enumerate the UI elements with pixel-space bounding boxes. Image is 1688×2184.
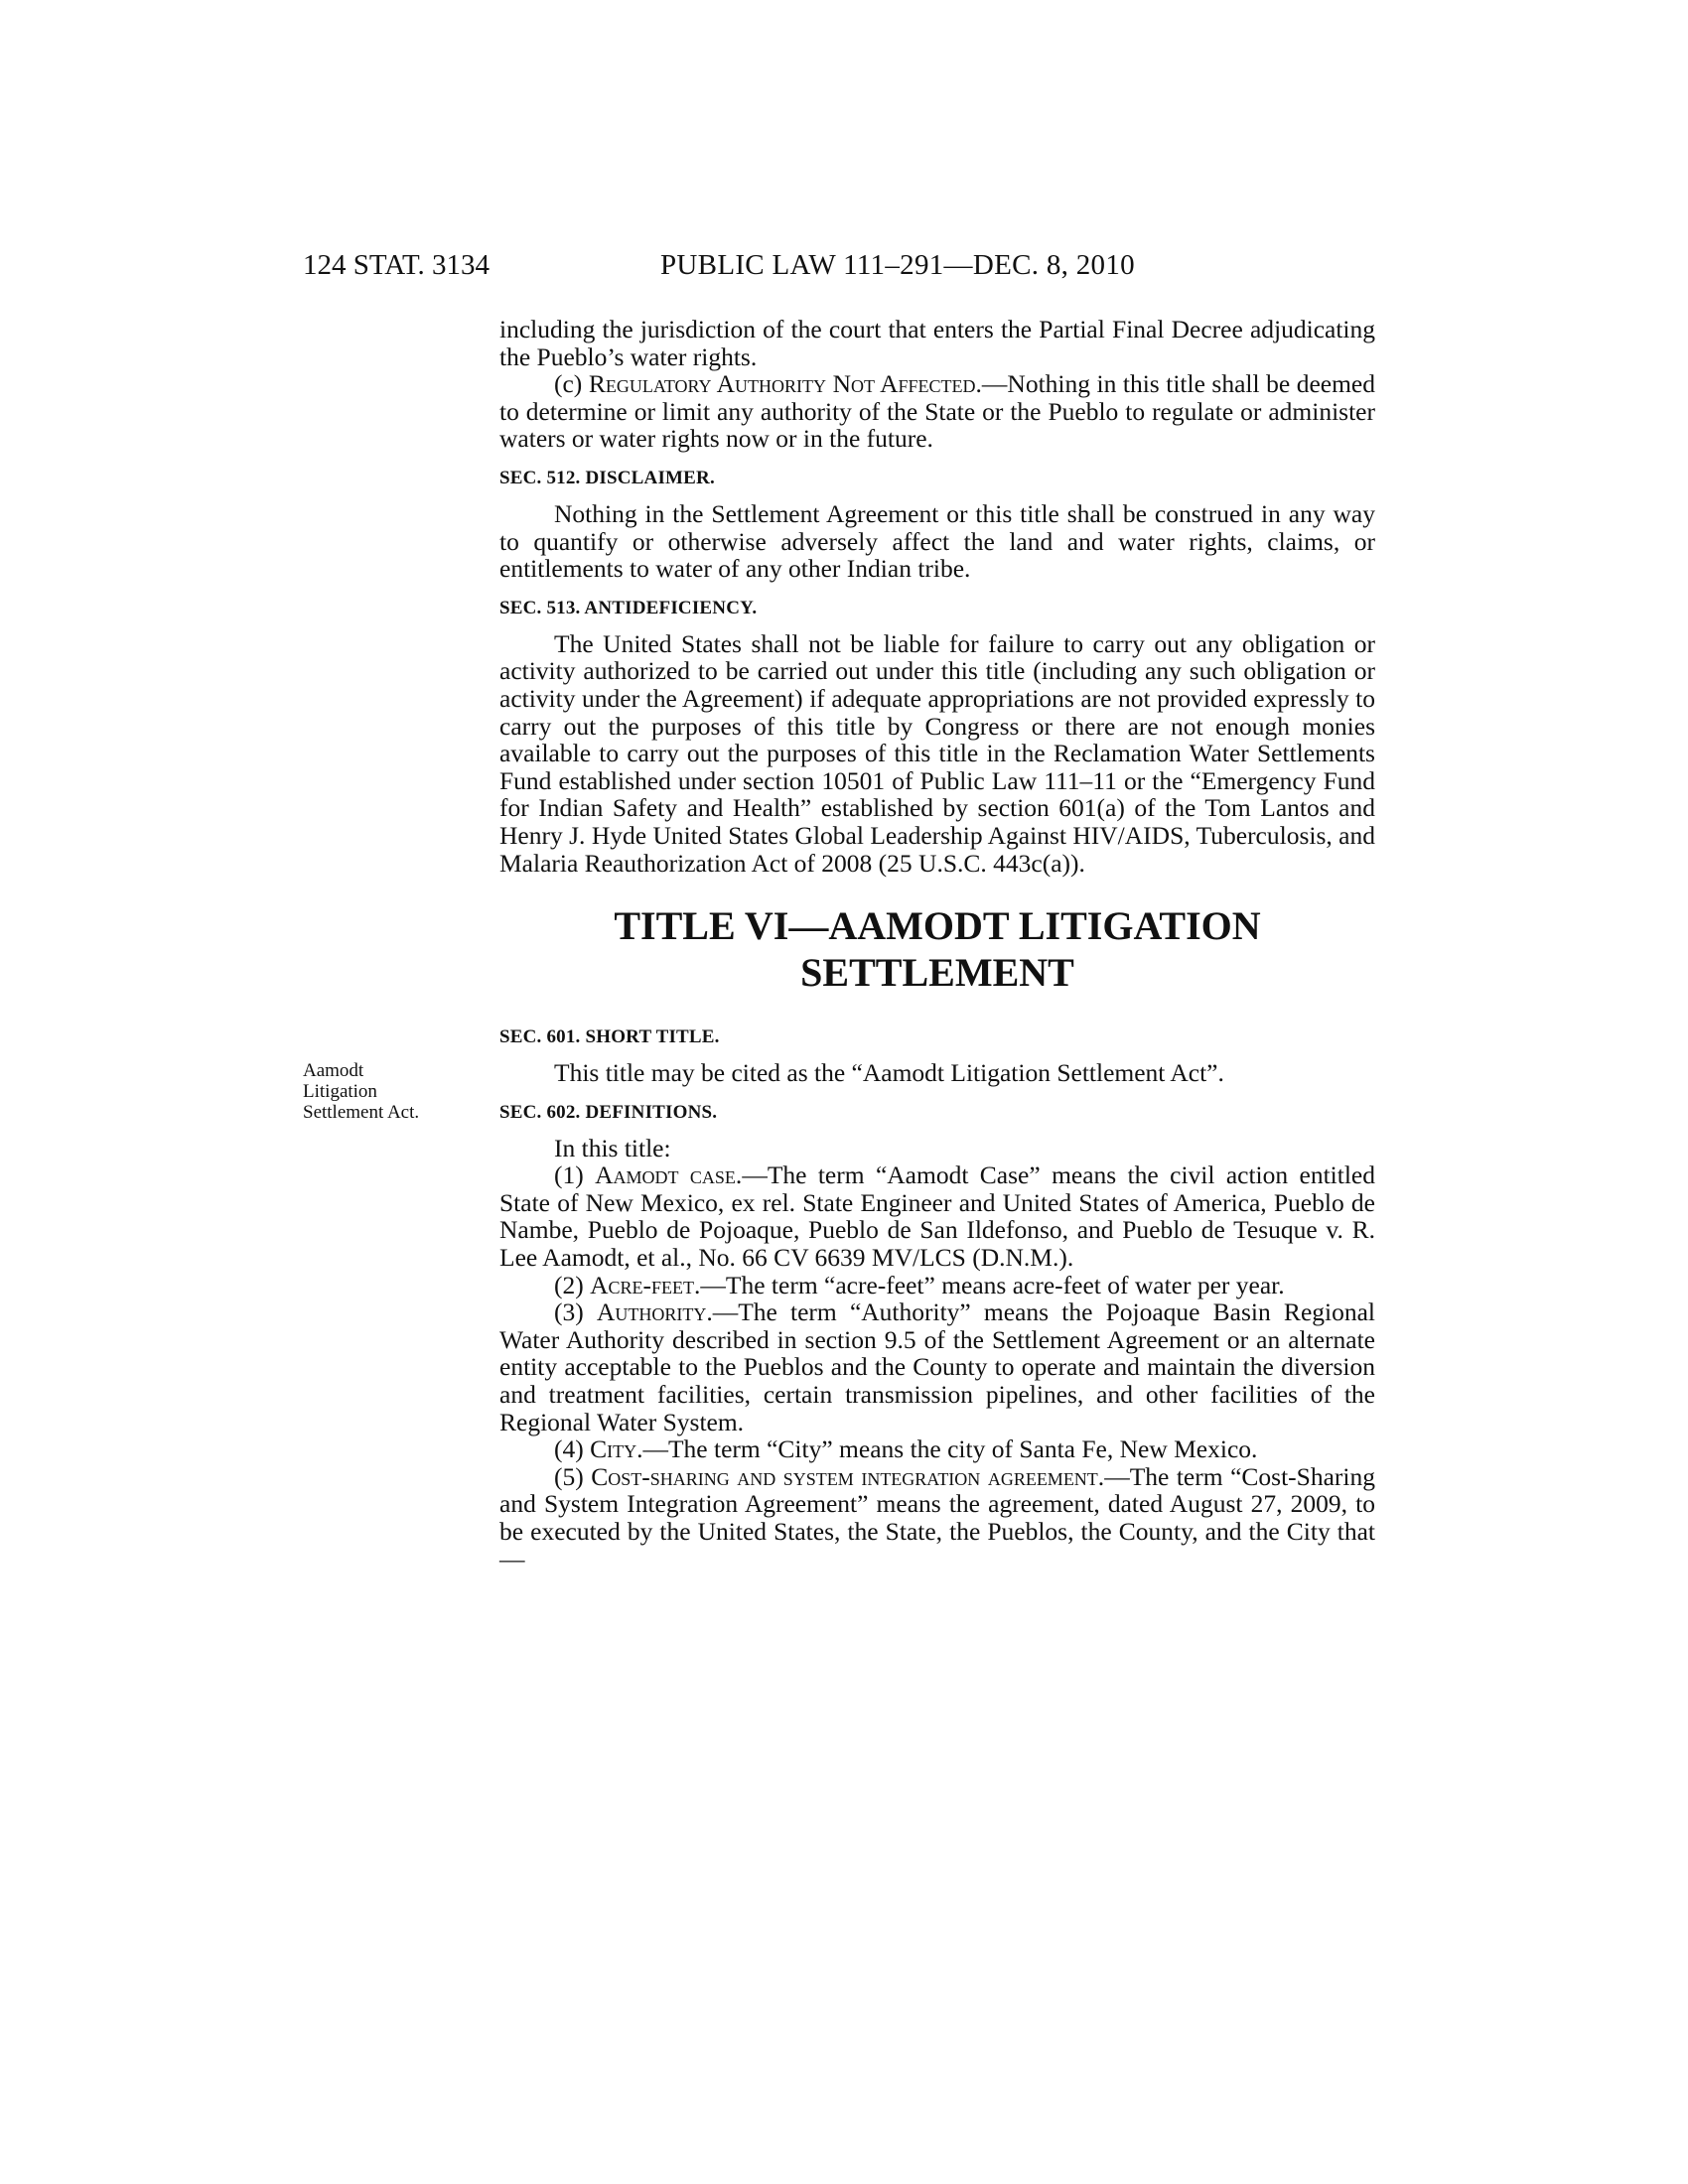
sec-512-heading: SEC. 512. DISCLAIMER. [499,467,715,488]
title-heading-line-2: SETTLEMENT [800,950,1074,996]
definition-text: —The term “City” means the city of Santa Fe, New Mexico. [642,1434,1258,1464]
title-heading [499,902,1375,996]
definition-item [499,1272,1375,1299]
subsection-c-label: (c) [554,369,583,399]
definition-term: Acre-feet. [590,1270,701,1299]
sec-512-text: Nothing in the Settlement Agreement or this title shall be construed in any way to quantify or otherwise adversely affect the land and water rights, claims, or entitlements to water of any other Indian tribe. [499,498,1375,584]
definition-number: (5) [554,1461,584,1491]
definition-item [499,1435,1375,1463]
sec-602-intro: In this title: [554,1133,671,1162]
public-law-citation: PUBLIC LAW 111–291—DEC. 8, 2010 [660,249,1135,281]
definition-number: (1) [554,1160,584,1190]
subsection-c-heading: Regulatory Authority Not Affected. [588,369,982,399]
sec-602-heading: SEC. 602. DEFINITIONS. [499,1101,718,1123]
sec-513-text: The United States shall not be liable for failure to carry out any obligation or activity authorized to be carried out under this title (including any such obligation or activity under the Agreement) if adequate appropriations are not provided expressly to carry out the purposes of this title by Congress or there are not enough monies available to carry out the purposes of this title in the Reclamation Water Settlements Fund established under section 10501 of Public Law 111–11 or the “Emergency Fund for Indian Safety and Health” established by section 601(a) of the Tom Lantos and Henry J. Hyde United States Global Leadership Against HIV/AIDS, Tuberculosis, and Malaria Reauthorization Act of 2008 (25 U.S.C. 443c(a)). [499,628,1375,878]
definition-number: (4) [554,1434,584,1464]
continuation-paragraph: including the jurisdiction of the court that enters the Partial Final Decree adjudicating the Pueblo’s water rights. [499,315,1375,371]
definition-number: (3) [554,1297,584,1327]
definition-item [499,1298,1375,1435]
definition-text: —The term “Aamodt Case” means the civil action entitled State of New Mexico, ex rel. State Engineer and United States of America, Pueblo de Nambe, Pueblo de Pojoaque, Pueblo de San Ildefonso, and Pueblo de Tesuque v. R. Lee Aamodt, et al., No. 66 CV 6639 MV/LCS (D.N.M.). [499,1160,1375,1273]
definition-text: —The term “Cost-Sharing and System Integration Agreement” means the agreement, dated August 27, 2009, to be executed by the United States, the State, the Pueblos, the County, and the City that— [499,1461,1375,1573]
subsection-c [499,370,1375,453]
title-heading-line-1: TITLE VI—AAMODT LITIGATION [614,903,1261,949]
definition-text: —The term “acre-feet” means acre-feet of water per year. [700,1270,1285,1299]
sec-601-text: This title may be cited as the “Aamodt Litigation Settlement Act”. [554,1058,1224,1088]
running-header [303,247,1365,283]
margin-note-line-2: Litigation [303,1081,377,1102]
definition-item [499,1463,1375,1572]
definition-text: —The term “Authority” means the Pojoaque Basin Regional Water Authority described in section 9.5 of the Settlement Agreement or an alternate entity acceptable to the Pueblos and the County to operate and maintain the diversion and treatment facilities, certain transmission pipelines, and other facilities of the Regional Water System. [499,1297,1375,1436]
sec-513-heading: SEC. 513. ANTIDEFICIENCY. [499,597,758,618]
definition-term: Cost-sharing and system integration agreement. [591,1461,1105,1491]
margin-note-line-3: Settlement Act. [303,1102,420,1123]
definition-term: Authority. [596,1297,713,1327]
definition-item [499,1161,1375,1271]
definitions-list [499,1161,1375,1572]
margin-note [303,1060,462,1123]
subsection-c-text: —Nothing in this title shall be deemed to determine or limit any authority of the State or the Pueblo to regulate or administer waters or water rights now or in the future. [499,369,1375,454]
definition-number: (2) [554,1270,584,1299]
sec-601-heading: SEC. 601. SHORT TITLE. [499,1026,720,1048]
definition-term: Aamodt case. [595,1160,743,1190]
body-text [499,316,1375,1572]
margin-note-line-1: Aamodt [303,1060,364,1081]
stat-page-number: 124 STAT. 3134 [303,249,491,281]
definition-term: City. [590,1434,643,1464]
